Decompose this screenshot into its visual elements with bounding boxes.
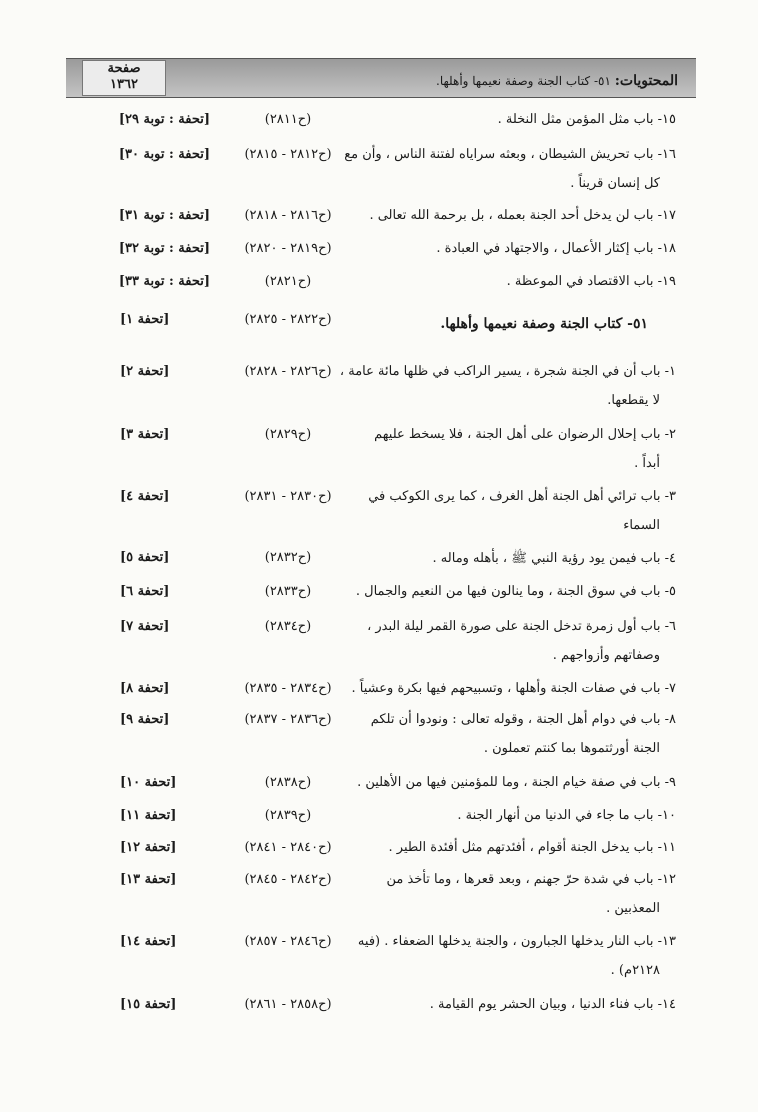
tuhfa-ref: [تحفة ٨] — [120, 681, 170, 696]
entry-continuation: لا يقطعها. — [607, 393, 660, 408]
entry-title: ٨- باب في دوام أهل الجنة ، وقوله تعالى : ونودوا أن تلكم — [370, 712, 676, 727]
tuhfa-ref: [تحفة : توبة ٣٢] — [118, 241, 210, 256]
tuhfa-ref: [تحفة ١٢] — [120, 840, 177, 855]
hadith-range: (ح٢٨٢٦ - ٢٨٢٨) — [244, 364, 332, 379]
header-title-sub: ٥١- كتاب الجنة وصفة نعيمها وأهلها. — [436, 74, 615, 88]
entry-continuation: الجنة أورثتموها بما كنتم تعملون . — [483, 741, 660, 756]
hadith-range: (ح٢٨٤٠ - ٢٨٤١) — [244, 840, 332, 855]
tuhfa-ref: [تحفة : توبة ٢٩] — [118, 112, 210, 127]
hadith-range: (ح٢٨٤٢ - ٢٨٤٥) — [244, 872, 332, 887]
entry-title: ٥- باب في سوق الجنة ، وما ينالون فيها من النعيم والجمال . — [355, 584, 676, 599]
hadith-range: (ح٢٨١٢ - ٢٨١٥) — [244, 147, 332, 162]
tuhfa-ref: [تحفة ٦] — [120, 584, 170, 599]
entry-title: ١٠- باب ما جاء في الدنيا من أنهار الجنة . — [457, 808, 676, 823]
tuhfa-ref: [تحفة ١١] — [120, 808, 177, 823]
page-label: صفحة — [107, 61, 141, 76]
page-number-box — [82, 60, 166, 96]
tuhfa-ref: [تحفة ٥] — [120, 550, 170, 565]
entry-title: ٦- باب أول زمرة تدخل الجنة على صورة القمر ليلة البدر ، — [367, 619, 676, 634]
tuhfa-ref: [تحفة ١٣] — [120, 872, 177, 887]
header-title-main: المحتويات: — [614, 73, 678, 89]
hadith-range: (ح٢٨٢٩) — [264, 427, 312, 442]
hadith-range: (ح٢٨٣٠ - ٢٨٣١) — [244, 489, 332, 504]
hadith-range: (ح٢٨٣٢) — [264, 550, 312, 565]
entry-title: ١١- باب يدخل الجنة أقوام ، أفئدتهم مثل أفئدة الطير . — [388, 840, 676, 855]
tuhfa-ref: [تحفة ١٠] — [120, 775, 177, 790]
page-number: ١٣٦٢ — [110, 77, 138, 92]
hadith-range: (ح٢٨٣٣) — [264, 584, 312, 599]
hadith-range: (ح٢٨٣٤) — [264, 619, 312, 634]
header-title — [436, 73, 678, 89]
hadith-range: (ح٢٨٣٩) — [264, 808, 312, 823]
hadith-range: (ح٢٨٥٨ - ٢٨٦١) — [244, 997, 332, 1012]
entry-title: ١٣- باب النار يدخلها الجبارون ، والجنة يدخلها الضعفاء . (فيه — [357, 934, 676, 949]
tuhfa-ref: [تحفة ٧] — [120, 619, 170, 634]
entry-continuation: كل إنسان قريناً . — [570, 176, 660, 191]
tuhfa-ref: [تحفة ١٥] — [120, 997, 177, 1012]
entry-continuation: وصفاتهم وأزواجهم . — [552, 648, 660, 663]
hadith-range: (ح٢٨٣٦ - ٢٨٣٧) — [244, 712, 332, 727]
hadith-range: (ح٢٨٣٤ - ٢٨٣٥) — [244, 681, 332, 696]
hadith-range: (ح٢٨١٩ - ٢٨٢٠) — [244, 241, 332, 256]
hadith-range: (ح٢٨٢١) — [264, 274, 312, 289]
entry-title: ١٧- باب لن يدخل أحد الجنة بعمله ، بل برحمة الله تعالى . — [369, 208, 676, 223]
entry-title: ١٢- باب في شدة حرّ جهنم ، وبعد قعرها ، وما تأخذ من — [386, 872, 676, 887]
entry-continuation: ٢١٢٨م) . — [610, 963, 660, 978]
entry-title: ٧- باب في صفات الجنة وأهلها ، وتسبيحهم فيها بكرة وعشياً . — [351, 681, 676, 696]
entry-title: ٣- باب ترائي أهل الجنة أهل الغرف ، كما يرى الكوكب في — [368, 489, 676, 504]
tuhfa-ref: [تحفة : توبة ٣١] — [118, 208, 210, 223]
entry-title: ١٨- باب إكثار الأعمال ، والاجتهاد في العبادة . — [436, 241, 676, 256]
tuhfa-ref: [تحفة ١٤] — [120, 934, 177, 949]
hadith-range: (ح٢٨٣٨) — [264, 775, 312, 790]
entry-title: ١٩- باب الاقتصاد في الموعظة . — [506, 274, 676, 289]
tuhfa-ref: [تحفة ٩] — [120, 712, 170, 727]
entry-title: ١٤- باب فناء الدنيا ، وبيان الحشر يوم القيامة . — [429, 997, 676, 1012]
entry-title: ٤- باب فيمن يود رؤية النبي ﷺ ، بأهله وماله . — [432, 551, 676, 566]
entry-continuation: المعذبين . — [606, 901, 660, 916]
tuhfa-ref: [تحفة : توبة ٣٠] — [118, 147, 210, 162]
hadith-range: (ح٢٨٤٦ - ٢٨٥٧) — [244, 934, 332, 949]
section-title: ٥١- كتاب الجنة وصفة نعيمها وأهلها. — [440, 316, 648, 332]
tuhfa-ref: [تحفة ٢] — [120, 364, 170, 379]
entry-continuation: السماء — [623, 518, 660, 533]
entry-title: ١٦- باب تحريش الشيطان ، وبعثه سراياه لفتنة الناس ، وأن مع — [344, 147, 676, 162]
tuhfa-ref: [تحفة : توبة ٣٣] — [118, 274, 210, 289]
tuhfa-ref: [تحفة ٣] — [120, 427, 170, 442]
entry-title: ٩- باب في صفة خيام الجنة ، وما للمؤمنين فيها من الأهلين . — [357, 775, 676, 790]
entry-title: ١٥- باب مثل المؤمن مثل النخلة . — [497, 112, 676, 127]
hadith-range: (ح٢٨١١) — [264, 112, 312, 127]
entry-title: ١- باب أن في الجنة شجرة ، يسير الراكب في ظلها مائة عامة ، — [339, 364, 676, 379]
tuhfa-ref: [تحفة ٤] — [120, 489, 170, 504]
hadith-range: (ح٢٨١٦ - ٢٨١٨) — [244, 208, 332, 223]
entry-continuation: أبداً . — [634, 456, 660, 471]
tuhfa-ref: [تحفة ١] — [120, 312, 170, 327]
entry-title: ٢- باب إحلال الرضوان على أهل الجنة ، فلا يسخط عليهم — [374, 427, 676, 442]
hadith-range: (ح٢٨٢٢ - ٢٨٢٥) — [244, 312, 332, 327]
